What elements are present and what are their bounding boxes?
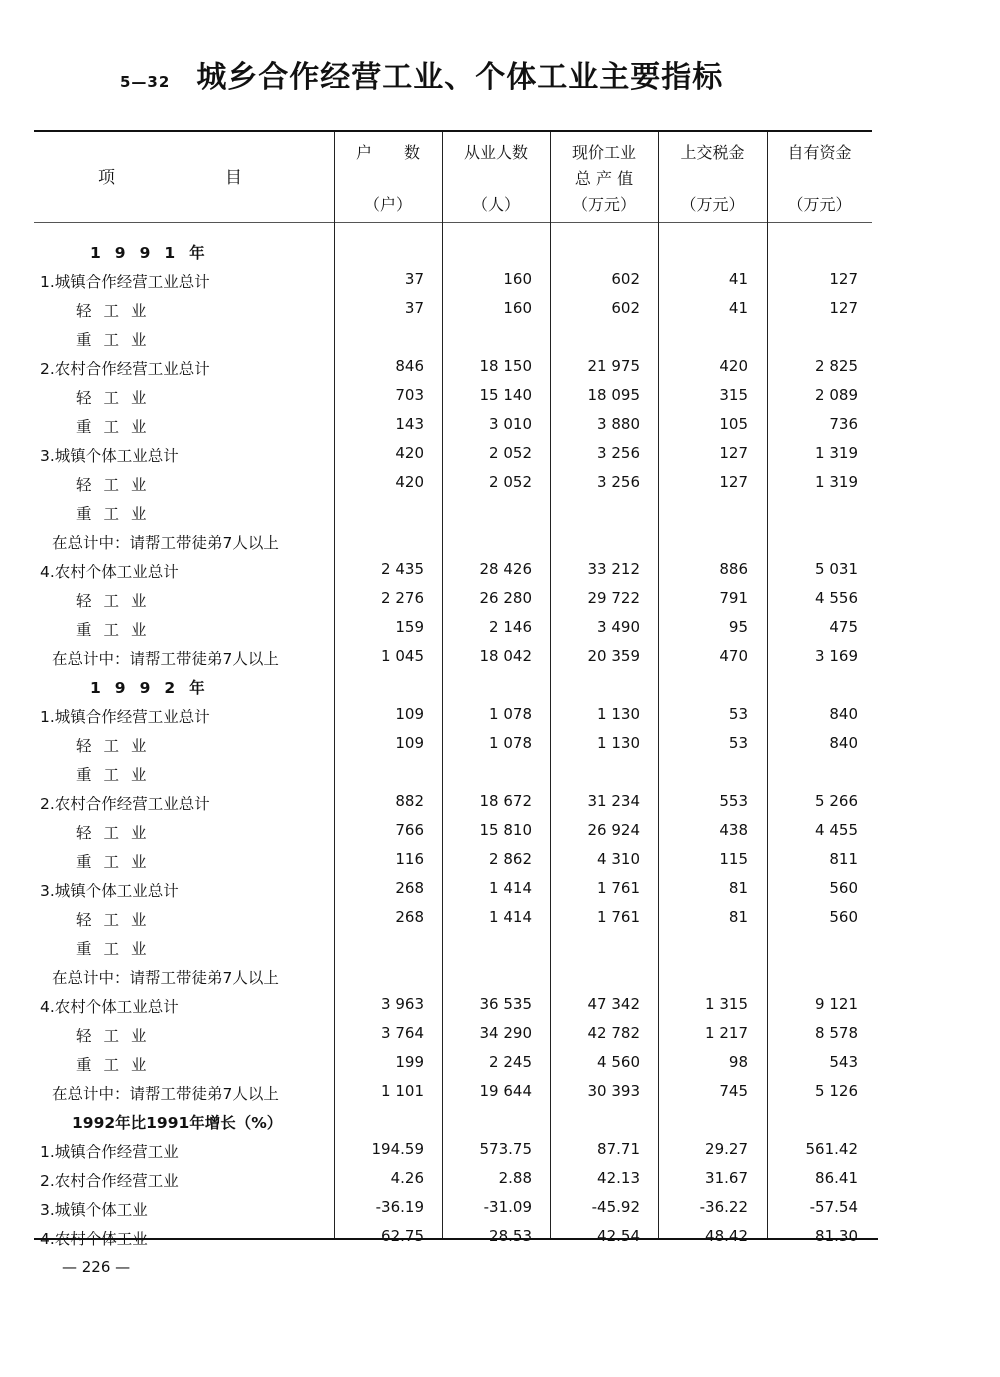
cell-value: 33 212 [587, 560, 640, 578]
table-row [34, 903, 872, 932]
cell-value: 42 782 [587, 1024, 640, 1042]
table-row [34, 439, 872, 468]
cell-value: 840 [829, 734, 858, 752]
cell-value: 1 078 [489, 734, 532, 752]
cell-value: 41 [728, 299, 748, 317]
cell-value: 1 414 [489, 908, 532, 926]
cell-value: 18 150 [479, 357, 532, 375]
cell-value: 470 [719, 647, 748, 665]
cell-value: 840 [829, 705, 858, 723]
table-row [34, 1193, 872, 1222]
row-label: 在总计中：请帮工带徒弟7人以上 [52, 969, 279, 987]
page-title: 城乡合作经营工业、个体工业主要指标 [196, 60, 724, 95]
cell-value: 26 924 [587, 821, 640, 839]
cell-value: 53 [728, 705, 748, 723]
cell-value: 47 342 [587, 995, 640, 1013]
header-households: 户 数 [355, 143, 420, 162]
cell-value: 109 [395, 705, 424, 723]
cell-value: 811 [829, 850, 858, 868]
header-item [60, 170, 280, 187]
cell-value: 20 359 [587, 647, 640, 665]
table-row [34, 294, 872, 323]
cell-value: 1 217 [705, 1024, 748, 1042]
cell-value: 268 [395, 879, 424, 897]
cell-value: 420 [395, 473, 424, 491]
cell-value: 560 [829, 908, 858, 926]
cell-value: 31 234 [587, 792, 640, 810]
cell-value: 26 280 [479, 589, 532, 607]
cell-value: 194.59 [371, 1140, 424, 1158]
row-label: 轻工业 [76, 592, 159, 610]
table-row [34, 1106, 872, 1135]
table-body [34, 236, 872, 1251]
header-own-funds: 自有资金 [787, 143, 852, 162]
cell-value: 18 042 [479, 647, 532, 665]
cell-value: 5 126 [815, 1082, 858, 1100]
cell-value: 703 [395, 386, 424, 404]
cell-value: 886 [719, 560, 748, 578]
cell-value: 19 644 [479, 1082, 532, 1100]
row-label: 重工业 [76, 331, 159, 349]
row-label: 重工业 [76, 853, 159, 871]
row-label: 轻工业 [76, 389, 159, 407]
cell-value: 2 435 [381, 560, 424, 578]
cell-value: 53 [728, 734, 748, 752]
cell-value: 81 [728, 908, 748, 926]
row-label: 轻工业 [76, 824, 159, 842]
cell-value: 1 761 [597, 879, 640, 897]
cell-value: 30 393 [587, 1082, 640, 1100]
cell-value: 1 078 [489, 705, 532, 723]
header-employees: 从业人数 [463, 143, 528, 162]
cell-value: 3 256 [597, 473, 640, 491]
cell-value: 18 672 [479, 792, 532, 810]
cell-value: 1 319 [815, 473, 858, 491]
table-row [34, 265, 872, 294]
cell-value: 3 764 [381, 1024, 424, 1042]
cell-value: 573.75 [479, 1140, 532, 1158]
cell-value: 560 [829, 879, 858, 897]
table-row [34, 236, 872, 265]
cell-value: 553 [719, 792, 748, 810]
table-row [34, 990, 872, 1019]
cell-value: 8 578 [815, 1024, 858, 1042]
cell-value: 86.41 [815, 1169, 858, 1187]
cell-value: 98 [728, 1053, 748, 1071]
cell-value: 745 [719, 1082, 748, 1100]
row-label: 重工业 [76, 766, 159, 784]
row-label: 轻工业 [76, 476, 159, 494]
header-households-unit: （户） [363, 195, 412, 214]
row-label: 轻工业 [76, 737, 159, 755]
cell-value: 2 052 [489, 473, 532, 491]
cell-value: 9 121 [815, 995, 858, 1013]
table-row [34, 613, 872, 642]
table-row [34, 1019, 872, 1048]
header-taxes: 上交税金 [680, 143, 745, 162]
cell-value: 4 455 [815, 821, 858, 839]
row-label: 重工业 [76, 418, 159, 436]
row-label: 4.农村个体工业 [40, 1230, 148, 1248]
row-label: 在总计中：请帮工带徒弟7人以上 [52, 1085, 279, 1103]
table-row [34, 671, 872, 700]
row-label: 4.农村个体工业总计 [40, 563, 179, 581]
table-row [34, 642, 872, 671]
row-label: 3.城镇个体工业 [40, 1201, 148, 1219]
cell-value: 1 319 [815, 444, 858, 462]
cell-value: 28 426 [479, 560, 532, 578]
cell-value: 3 169 [815, 647, 858, 665]
cell-value: 81.30 [815, 1227, 858, 1245]
cell-value: 1 130 [597, 734, 640, 752]
cell-value: 1 045 [381, 647, 424, 665]
cell-value: 42.54 [597, 1227, 640, 1245]
cell-value: 475 [829, 618, 858, 636]
header-rule [34, 222, 872, 223]
cell-value: -36.19 [375, 1198, 424, 1216]
cell-value: 2 825 [815, 357, 858, 375]
cell-value: 29.27 [705, 1140, 748, 1158]
header-item-left: 项 [98, 168, 115, 188]
cell-value: 1 130 [597, 705, 640, 723]
table-row [34, 1222, 872, 1251]
cell-value: 3 490 [597, 618, 640, 636]
table-row [34, 816, 872, 845]
row-label: 重工业 [76, 505, 159, 523]
cell-value: 143 [395, 415, 424, 433]
table-row [34, 1164, 872, 1193]
cell-value: 199 [395, 1053, 424, 1071]
cell-value: 18 095 [587, 386, 640, 404]
cell-value: 127 [829, 299, 858, 317]
row-label: 3.城镇个体工业总计 [40, 447, 179, 465]
row-label: 在总计中：请帮工带徒弟7人以上 [52, 534, 279, 552]
cell-value: 15 140 [479, 386, 532, 404]
cell-value: 882 [395, 792, 424, 810]
header-output-value: 现价工业 [571, 143, 636, 162]
cell-value: 81 [728, 879, 748, 897]
cell-value: 2 089 [815, 386, 858, 404]
cell-value: 48.42 [705, 1227, 748, 1245]
cell-value: 3 963 [381, 995, 424, 1013]
row-label: 轻工业 [76, 302, 159, 320]
cell-value: 4 560 [597, 1053, 640, 1071]
table-row [34, 323, 872, 352]
table-row [34, 410, 872, 439]
cell-value: 2 052 [489, 444, 532, 462]
table-row [34, 961, 872, 990]
cell-value: 42.13 [597, 1169, 640, 1187]
table-row [34, 352, 872, 381]
cell-value: 602 [611, 270, 640, 288]
cell-value: 4.26 [390, 1169, 424, 1187]
table-number: 5—32 [120, 73, 171, 91]
table-row [34, 787, 872, 816]
row-label: 1992年比1991年增长（%） [72, 1114, 283, 1132]
cell-value: 127 [829, 270, 858, 288]
header-item-right: 目 [225, 168, 242, 188]
row-label: 2.农村合作经营工业总计 [40, 360, 210, 378]
table-row [34, 526, 872, 555]
cell-value: 160 [503, 299, 532, 317]
cell-value: 1 101 [381, 1082, 424, 1100]
table-row [34, 1135, 872, 1164]
cell-value: 1 761 [597, 908, 640, 926]
cell-value: 2 862 [489, 850, 532, 868]
cell-value: 109 [395, 734, 424, 752]
cell-value: 438 [719, 821, 748, 839]
table-row [34, 932, 872, 961]
cell-value: 34 290 [479, 1024, 532, 1042]
cell-value: 127 [719, 473, 748, 491]
cell-value: 2 146 [489, 618, 532, 636]
header-output-value-unit: （万元） [571, 195, 636, 214]
cell-value: 1 414 [489, 879, 532, 897]
row-label: 重工业 [76, 940, 159, 958]
cell-value: 736 [829, 415, 858, 433]
row-label: 3.城镇个体工业总计 [40, 882, 179, 900]
header-output-value-mid: 总 产 值 [574, 169, 634, 188]
row-label: 1991年 [90, 244, 219, 262]
table-row [34, 468, 872, 497]
cell-value: 3 256 [597, 444, 640, 462]
table-row [34, 381, 872, 410]
cell-value: 87.71 [597, 1140, 640, 1158]
cell-value: 2.88 [498, 1169, 532, 1187]
cell-value: 127 [719, 444, 748, 462]
header-taxes-unit: （万元） [680, 195, 745, 214]
cell-value: 1 315 [705, 995, 748, 1013]
table-row [34, 729, 872, 758]
cell-value: 543 [829, 1053, 858, 1071]
row-label: 1992年 [90, 679, 219, 697]
row-label: 轻工业 [76, 1027, 159, 1045]
cell-value: -36.22 [699, 1198, 748, 1216]
table-row [34, 555, 872, 584]
cell-value: 561.42 [805, 1140, 858, 1158]
cell-value: 95 [728, 618, 748, 636]
cell-value: 420 [395, 444, 424, 462]
cell-value: 2 245 [489, 1053, 532, 1071]
table-row [34, 700, 872, 729]
title-block [120, 52, 724, 95]
row-label: 在总计中：请帮工带徒弟7人以上 [52, 650, 279, 668]
cell-value: 29 722 [587, 589, 640, 607]
cell-value: 21 975 [587, 357, 640, 375]
cell-value: 3 880 [597, 415, 640, 433]
cell-value: -45.92 [591, 1198, 640, 1216]
row-label: 2.农村合作经营工业 [40, 1172, 179, 1190]
cell-value: -31.09 [483, 1198, 532, 1216]
cell-value: 268 [395, 908, 424, 926]
row-label: 重工业 [76, 1056, 159, 1074]
table-row [34, 845, 872, 874]
page-number: — 226 — [62, 1258, 131, 1276]
cell-value: 602 [611, 299, 640, 317]
table-row [34, 497, 872, 526]
cell-value: 3 010 [489, 415, 532, 433]
row-label: 重工业 [76, 621, 159, 639]
cell-value: -57.54 [809, 1198, 858, 1216]
cell-value: 36 535 [479, 995, 532, 1013]
cell-value: 37 [404, 270, 424, 288]
cell-value: 160 [503, 270, 532, 288]
cell-value: 28.53 [489, 1227, 532, 1245]
cell-value: 31.67 [705, 1169, 748, 1187]
cell-value: 159 [395, 618, 424, 636]
cell-value: 116 [395, 850, 424, 868]
cell-value: 62.75 [381, 1227, 424, 1245]
cell-value: 766 [395, 821, 424, 839]
cell-value: 315 [719, 386, 748, 404]
table-row [34, 1048, 872, 1077]
header-own-funds-unit: （万元） [787, 195, 852, 214]
table-row [34, 758, 872, 787]
cell-value: 105 [719, 415, 748, 433]
row-label: 1.城镇合作经营工业总计 [40, 708, 210, 726]
table-row [34, 874, 872, 903]
cell-value: 115 [719, 850, 748, 868]
table-row [34, 1077, 872, 1106]
table-row [34, 584, 872, 613]
cell-value: 37 [404, 299, 424, 317]
cell-value: 41 [728, 270, 748, 288]
row-label: 2.农村合作经营工业总计 [40, 795, 210, 813]
row-label: 1.城镇合作经营工业总计 [40, 273, 210, 291]
cell-value: 4 556 [815, 589, 858, 607]
row-label: 4.农村个体工业总计 [40, 998, 179, 1016]
row-label: 轻工业 [76, 911, 159, 929]
row-label: 1.城镇合作经营工业 [40, 1143, 179, 1161]
cell-value: 420 [719, 357, 748, 375]
cell-value: 5 266 [815, 792, 858, 810]
cell-value: 15 810 [479, 821, 532, 839]
cell-value: 5 031 [815, 560, 858, 578]
cell-value: 846 [395, 357, 424, 375]
top-rule [34, 130, 872, 132]
cell-value: 791 [719, 589, 748, 607]
cell-value: 4 310 [597, 850, 640, 868]
cell-value: 2 276 [381, 589, 424, 607]
header-employees-unit: （人） [471, 195, 520, 214]
